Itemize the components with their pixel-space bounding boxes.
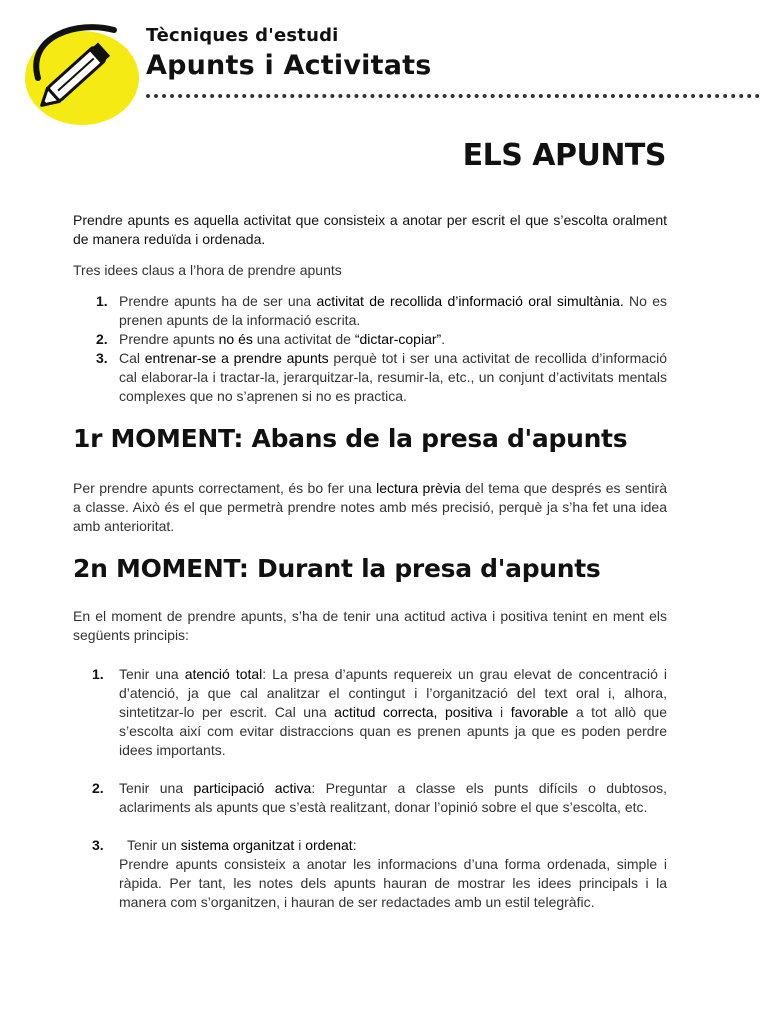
definition-paragraph: Prendre apunts es aquella activitat que consisteix a anotar per escrit el que s’escolta oralment de manera reduïda i ordenada. [73,212,667,247]
key-phrase: “dictar-copiar” [354,331,442,347]
pencil-icon [18,16,142,128]
intro-text: Tres idees claus a l’hora de prendre apunts [73,262,342,278]
text-run: No es prenen apunts de la informació escrita. [119,293,667,328]
key-phrase: atenció total [184,666,263,682]
text-run: i [492,704,511,720]
key-phrase: actitud correcta, positiva [334,704,493,720]
pencil-logo [18,16,142,128]
key-phrase: ordenat [305,837,353,853]
text-run: Tenir un [127,837,181,853]
text-run: : Preguntar a classe els punts difícils o dubtosos, aclariments als apunts que s’està realitzant, donar l’opinió sobre el que s’escolta, etc. [119,780,667,815]
document-title: ELS APUNTS [462,138,666,173]
header-title: Apunts i Activitats [146,50,432,81]
list-number: 3. [92,837,104,853]
text-run: del tema que després es sentirà a classe. Això és el que permetrà prendre notes amb més precisió, perquè ja s’ha fet una idea amb anterioritat. [73,480,667,534]
key-ideas-list [73,292,667,406]
section-heading-moment1: 1r MOMENT: Abans de la presa d'apunts [73,424,628,453]
section-heading-moment2: 2n MOMENT: Durant la presa d'apunts [73,554,601,583]
text-run: Cal [119,350,145,366]
text-run: Prendre apunts ha de ser una [119,293,317,309]
key-phrase: lectura prèvia [376,480,461,496]
list-number: 2. [96,331,108,347]
key-phrase: sistema organitzat [180,837,295,853]
principles-list [73,665,667,931]
key-phrase: favorable [510,704,569,720]
list-number: 1. [92,666,104,682]
text-run: : [352,837,357,853]
header-subtitle: Tècniques d'estudi [146,25,339,46]
text-run: Tenir una [119,780,194,796]
dotted-divider [146,94,760,98]
key-phrase: activitat de recollida d’informació oral simultània. [316,293,624,309]
key-phrase: entrenar-se a prendre apunts [144,350,329,366]
list-number: 2. [92,780,104,796]
list-item [73,779,667,817]
moment2-intro: En el moment de prendre apunts, s’ha de tenir una actitud activa i positiva tenint en ment els següents principis: [73,608,667,643]
list-item [73,292,667,330]
text-run: i [294,837,306,853]
list-number: 1. [96,293,108,309]
text-run: Tenir una [119,666,185,682]
moment1-paragraph [73,479,667,536]
text-run: perquè tot i ser una activitat de recollida d’informació cal elaborar-la i tractar-la, jerarquitzar-la, resumir-la, etc., un conjunt d’activitats mentals complexes que no s’aprenen si no es practica. [119,350,667,404]
text-run: : La presa d’apunts requereix un grau elevat de concentració i d’atenció, ja que cal analitzar el contingut i l’organització del text oral i, alhora, sintetitzar-lo per escrit. Cal una [119,666,668,720]
text-run: Prendre apunts [119,331,219,347]
list-item [73,330,667,349]
text-run: Per prendre apunts correctament, és bo fer una [73,480,377,496]
key-phrase: no és [218,331,253,347]
text-run: una activitat de [252,331,355,347]
text-run: a tot allò que s’escolta així com evitar distraccions quan es prenen apunts ja que es poden perdre idees importants. [119,704,667,758]
item-heading [119,837,357,853]
list-number: 3. [96,350,108,366]
list-item [73,836,667,912]
list-item [73,665,667,760]
list-item [73,349,667,406]
text-run: . [441,331,446,347]
text-run: Prendre apunts consisteix a anotar les informacions d’una forma ordenada, simple i ràpida. Per tant, les notes dels apunts hauran de mostrar les idees principals i la manera com s’organitzen, i hauran de ser redactades amb un estil telegràfic. [119,856,667,910]
key-phrase: participació activa [193,780,312,796]
